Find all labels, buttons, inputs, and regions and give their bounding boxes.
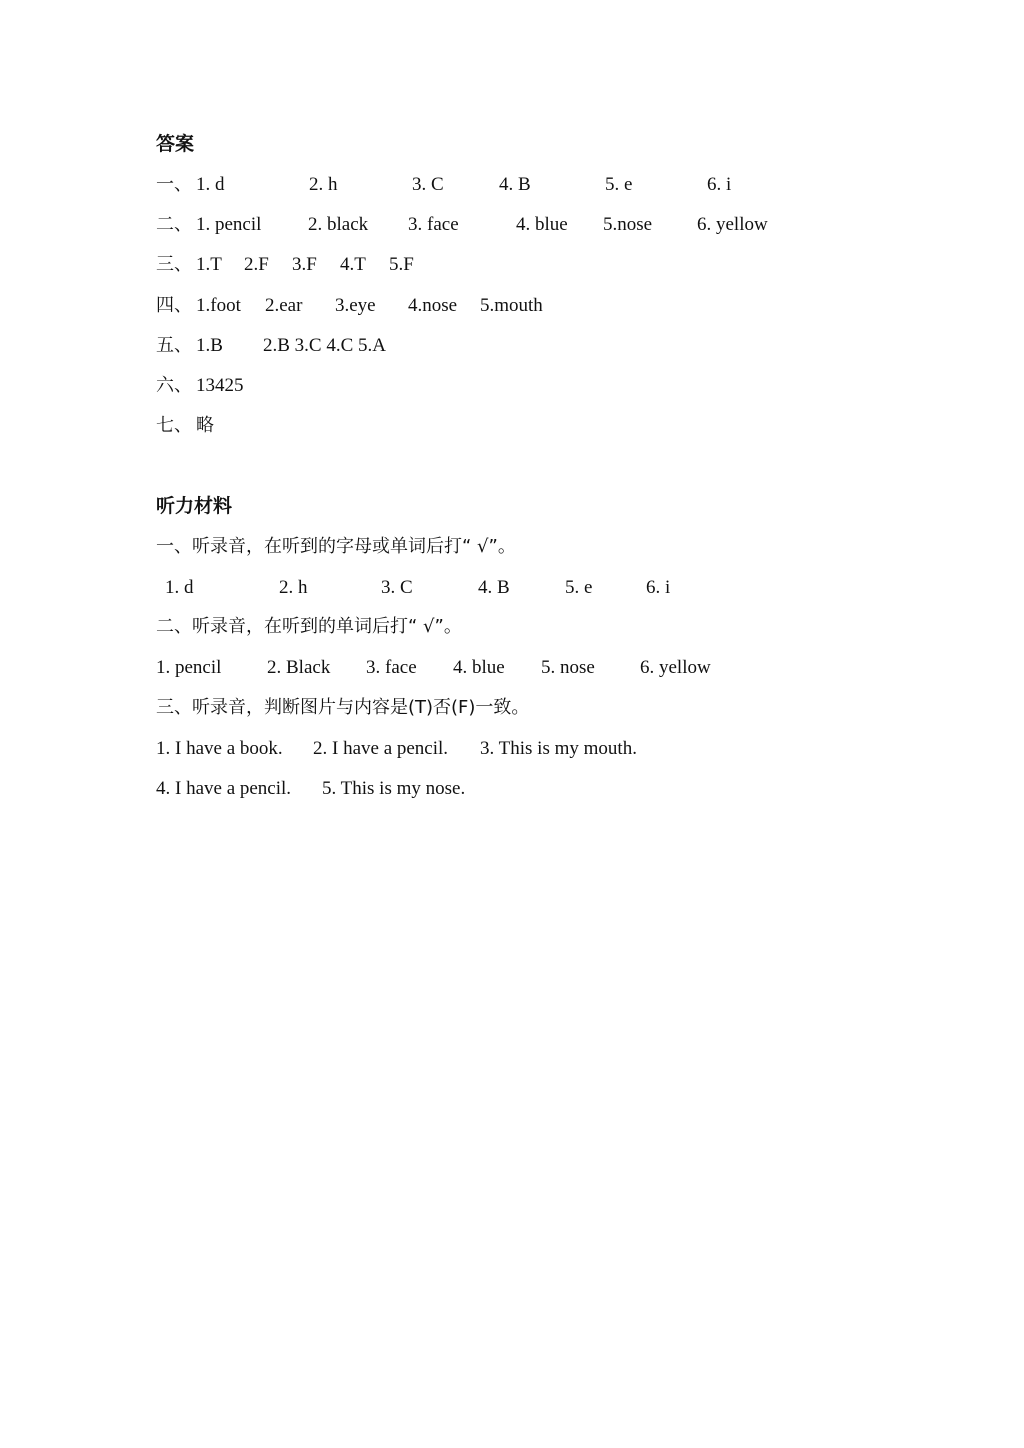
answer-item: 6. yellow — [697, 214, 768, 235]
answer-item: 1.T — [196, 254, 222, 275]
listening-item: 3. face — [366, 657, 417, 678]
answer-item: 4.T — [340, 254, 366, 275]
answer-item: 4. blue — [516, 214, 568, 235]
answer-item: 2.ear — [265, 295, 303, 316]
answer-line-7 — [156, 413, 956, 439]
answer-item: 1. pencil — [196, 214, 262, 235]
answer-line-2-prefix: 二、 — [156, 214, 192, 235]
answer-item: 3. C — [412, 174, 444, 195]
answer-item: 略 — [196, 415, 214, 436]
answer-line-3-prefix: 三、 — [156, 254, 192, 275]
answer-item: 3.F — [292, 254, 317, 275]
answer-line-4 — [156, 293, 956, 319]
answer-line-6-prefix: 六、 — [156, 375, 192, 396]
listening-item: 1. d — [165, 577, 194, 598]
answer-line-2 — [156, 212, 956, 238]
answer-item: 2.B 3.C 4.C 5.A — [263, 335, 386, 356]
listening-item: 4. blue — [453, 657, 505, 678]
listening-sentence: 1. I have a book. — [156, 738, 283, 759]
listening-item: 5. e — [565, 577, 593, 598]
answer-item: 4.nose — [408, 295, 458, 316]
answer-line-6 — [156, 373, 956, 399]
answer-item: 5.nose — [603, 214, 653, 235]
listening-section-2-title-line — [156, 614, 956, 640]
listening-item: 2. Black — [267, 657, 331, 678]
answer-line-1-prefix: 一、 — [156, 174, 192, 195]
listening-heading: 听力材料 — [156, 495, 233, 517]
listening-item: 6. yellow — [640, 657, 711, 678]
answer-item: 3. face — [408, 214, 459, 235]
answer-item: 13425 — [196, 375, 244, 396]
listening-section-3-line-1 — [156, 736, 956, 762]
listening-sentence: 2. I have a pencil. — [313, 738, 449, 759]
listening-item: 4. B — [478, 577, 510, 598]
listening-section-1-title: 一、听录音，在听到的字母或单词后打“ √”。 — [156, 536, 516, 557]
listening-sentence: 5. This is my nose. — [322, 778, 466, 799]
answer-line-1 — [156, 172, 956, 198]
answer-item: 5.F — [389, 254, 414, 275]
listening-section-1-items — [156, 575, 956, 601]
answer-item: 3.eye — [335, 295, 376, 316]
listening-item: 2. h — [279, 577, 308, 598]
listening-section-2-items — [156, 655, 956, 681]
listening-section-3-title-line — [156, 695, 956, 721]
answers-heading: 答案 — [156, 133, 195, 155]
listening-item: 6. i — [646, 577, 671, 598]
listening-sentence: 3. This is my mouth. — [480, 738, 637, 759]
listening-section-3-line-2 — [156, 776, 956, 802]
answer-line-5 — [156, 333, 956, 359]
answer-item: 2. h — [309, 174, 338, 195]
answer-item: 4. B — [499, 174, 531, 195]
answer-item: 6. i — [707, 174, 732, 195]
answer-item: 2. black — [308, 214, 369, 235]
listening-section-2-title: 二、听录音，在听到的单词后打“ √”。 — [156, 616, 462, 637]
listening-section-1-title-line — [156, 534, 956, 560]
listening-section-3-title: 三、听录音，判断图片与内容是(T)否(F)一致。 — [156, 697, 530, 718]
listening-item: 1. pencil — [156, 657, 222, 678]
answer-line-7-prefix: 七、 — [156, 415, 192, 436]
answer-item: 2.F — [244, 254, 269, 275]
answer-item: 5. e — [605, 174, 633, 195]
listening-sentence: 4. I have a pencil. — [156, 778, 292, 799]
listening-item: 3. C — [381, 577, 413, 598]
answer-line-3 — [156, 252, 956, 278]
answer-item: 1.foot — [196, 295, 241, 316]
answer-item: 5.mouth — [480, 295, 543, 316]
answer-line-4-prefix: 四、 — [156, 295, 192, 316]
answer-line-5-prefix: 五、 — [156, 335, 192, 356]
answer-item: 1. d — [196, 174, 225, 195]
listening-item: 5. nose — [541, 657, 595, 678]
answer-item: 1.B — [196, 335, 223, 356]
